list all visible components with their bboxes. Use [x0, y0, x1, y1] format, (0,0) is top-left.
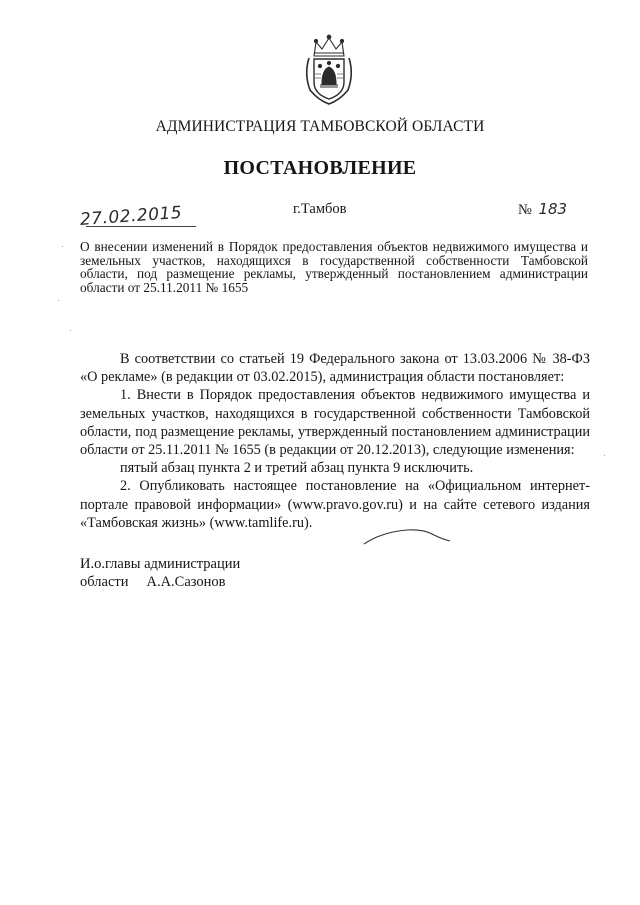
signer-title-region: области	[80, 574, 129, 590]
document-body	[80, 350, 590, 532]
scan-speck	[62, 246, 63, 247]
item-1-paragraph: 1. Внести в Порядок предоставления объектов недвижимого имущества и земельных участков, находящихся в государственной собственности Тамбовской области, под размещение рекламы, утвержденный постановлением администрации области от 25.11.2011 № 1655 (в редакции от 20.12.2013), следующие изменения:	[80, 387, 590, 459]
date-underline	[86, 226, 196, 227]
document-subject: О внесении изменений в Порядок предоставления объектов недвижимого имущества и земельных участков, находящихся в государственной собственности Тамбовской области, под размещение рекламы, утвержденный постановлением администрации области от 25.11.2011 № 1655	[80, 239, 588, 295]
number-value: 183	[538, 200, 568, 218]
document-number	[518, 200, 567, 219]
number-label: №	[518, 202, 532, 218]
signer-title-line-1: И.о.главы администрации	[80, 556, 241, 572]
scan-speck	[58, 300, 59, 301]
item-1-change-paragraph: пятый абзац пункта 2 и третий абзац пункта 9 исключить.	[120, 460, 474, 477]
document-type-title: ПОСТАНОВЛЕНИЕ	[223, 157, 417, 179]
scan-speck	[70, 330, 71, 331]
scan-speck	[604, 455, 605, 456]
signer-name: А.А.Сазонов	[146, 574, 226, 590]
item-2-paragraph: 2. Опубликовать настоящее постановление на «Официальном интернет-портале правовой информации» (www.pravo.gov.ru) и на сайте сетевого издания «Тамбовская жизнь» (www.tamlife.ru).	[80, 478, 590, 531]
agency-name: АДМИНИСТРАЦИЯ ТАМБОВСКОЙ ОБЛАСТИ	[155, 118, 485, 135]
document-city: г.Тамбов	[293, 201, 347, 217]
coat-of-arms-icon	[300, 34, 358, 106]
signer-title-line-2	[80, 573, 240, 591]
preamble-paragraph: В соответствии со статьей 19 Федерального закона от 13.03.2006 № 38-ФЗ «О рекламе» (в редакции от 03.02.2015), администрация области постановляет:	[80, 351, 590, 386]
signature-stroke	[362, 526, 452, 548]
document-date: 27.02.2015	[79, 202, 183, 230]
signature-block	[80, 555, 240, 591]
